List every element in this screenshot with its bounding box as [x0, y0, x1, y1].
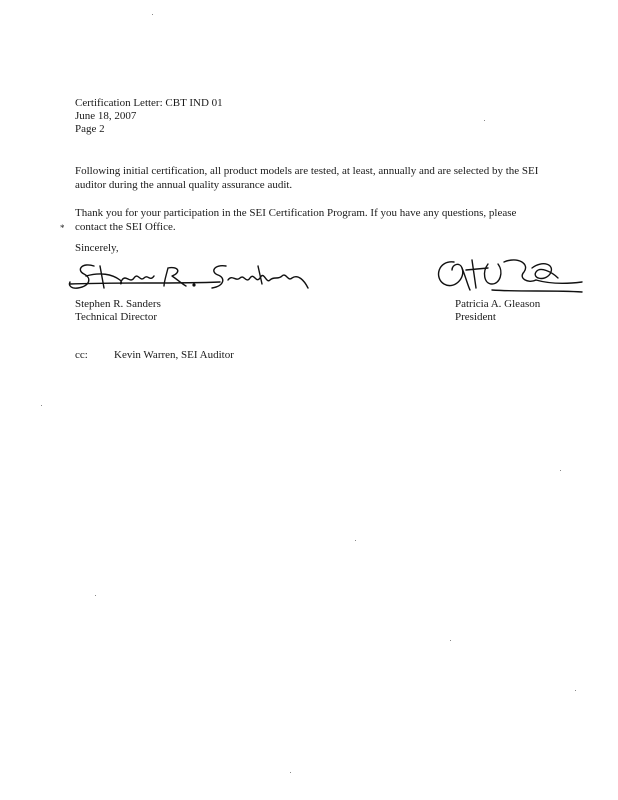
scan-speck	[95, 595, 96, 596]
scan-speck	[290, 772, 291, 773]
signer-title-gleason: President	[455, 311, 496, 323]
cc-label: cc:	[75, 349, 88, 361]
page-number: Page 2	[75, 123, 105, 135]
scan-speck	[575, 690, 576, 691]
signature1-lettering: Stephen R. Sanders	[60, 258, 68, 259]
signature-patricia-gleason	[432, 254, 592, 304]
paragraph-thank-you	[75, 207, 605, 234]
scan-speck	[484, 120, 485, 121]
cc-recipient: Kevin Warren, SEI Auditor	[114, 349, 234, 361]
paragraph-line: contact the SEI Office.	[75, 220, 176, 233]
scan-speck	[152, 14, 153, 15]
letter-reference: Certification Letter: CBT IND 01	[75, 97, 223, 109]
scan-speck	[560, 470, 561, 471]
signer-name-gleason: Patricia A. Gleason	[455, 298, 541, 310]
salutation: Sincerely,	[75, 242, 119, 254]
stray-mark: *	[60, 223, 65, 233]
scan-speck	[450, 640, 451, 641]
signer-name-sanders: Stephen R. Sanders	[75, 298, 161, 310]
paragraph-line: Thank you for your participation in the SEI Certification Program. If you have any questions, please	[75, 207, 517, 219]
scan-speck	[355, 540, 356, 541]
signer-title-sanders: Technical Director	[75, 311, 157, 323]
scan-speck	[41, 405, 42, 406]
paragraph-annual-testing	[75, 165, 605, 192]
letter-date: June 18, 2007	[75, 110, 137, 122]
paragraph-line: Following initial certification, all product models are tested, at least, annually and are selected by the SEI	[75, 165, 539, 177]
paragraph-line: auditor during the annual quality assurance audit.	[75, 178, 293, 191]
